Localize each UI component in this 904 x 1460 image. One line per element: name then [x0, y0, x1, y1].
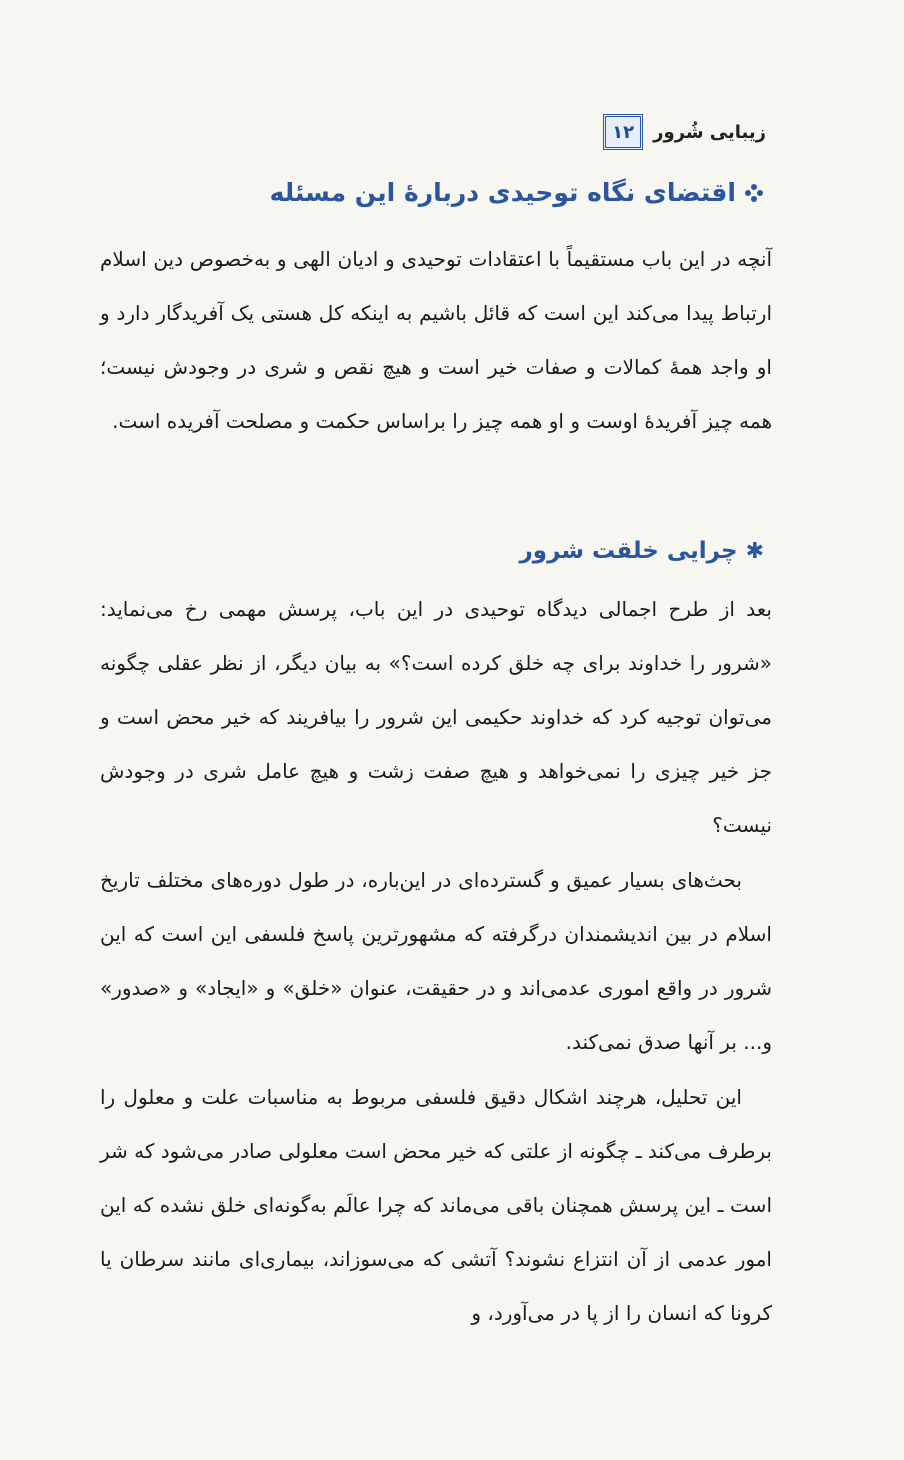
section-heading-2-text: چرایی خلقت شرور: [519, 538, 738, 564]
page-number: ۱۲: [603, 114, 643, 150]
paragraph-1: آنچه در این باب مستقیماً با اعتقادات توحیدی و ادیان الهی و به‌خصوص دین اسلام ارتباط پیدا می‌کند این است که قائل باشیم به اینکه کل هستی یک آفریدگار دارد و او واجد همۀ کمالات و صفات خیر است و هیچ نقص و شری در وجودش نیست؛ همه چیز آفریدۀ اوست و او همه چیز را براساس حکمت و مصلحت آفریده است.: [100, 247, 772, 433]
section-heading-2: [520, 538, 764, 564]
asterisk-icon: ✱: [745, 538, 764, 564]
diamond-ornament-icon: [744, 183, 764, 203]
running-header: [603, 114, 766, 150]
book-title: زیبایی شُرور: [653, 121, 766, 143]
paragraph-2: بعد از طرح اجمالی دیدگاه توحیدی در این باب، پرسش مهمی رخ می‌نماید: «شرور را خداوند برای چه خلق کرده است؟» به بیان دیگر، از نظر عقلی چگونه می‌توان توجیه کرد که خداوند حکیمی این شرور را بیافریند که خیر محض است و جز خیر چیزی را نمی‌خواهد و هیچ صفت زشت و هیچ عامل شری در وجودش نیست؟: [100, 597, 772, 837]
paragraph-4: این تحلیل، هرچند اشکال دقیق فلسفی مربوط به مناسبات علت و معلول را برطرف می‌کند ـ چگونه از علتی که خیر محض است معلولی صادر می‌شود که شر است ـ این پرسش همچنان باقی می‌ماند که چرا عالَم به‌گونه‌ای خلق نشده که این امور عدمی از آن انتزاع نشوند؟ آتشی که می‌سوزاند، بیماری‌ای مانند سرطان یا کرونا که انسان را از پا در می‌آورد، و: [100, 1085, 772, 1325]
paragraph-3: بحث‌های بسیار عمیق و گسترده‌ای در این‌باره، در طول دوره‌های مختلف تاریخ اسلام در بین اندیشمندان درگرفته که مشهورترین پاسخ فلسفی این است که این شرور در واقع اموری عدمی‌اند و در حقیقت، عنوان «خلق» و «ایجاد» و «صدور» و... بر آنها صدق نمی‌کند.: [100, 868, 772, 1054]
section-heading-1-text: اقتضای نگاه توحیدی دربارۀ این مسئله: [269, 178, 736, 207]
section-heading-1: [270, 178, 764, 207]
